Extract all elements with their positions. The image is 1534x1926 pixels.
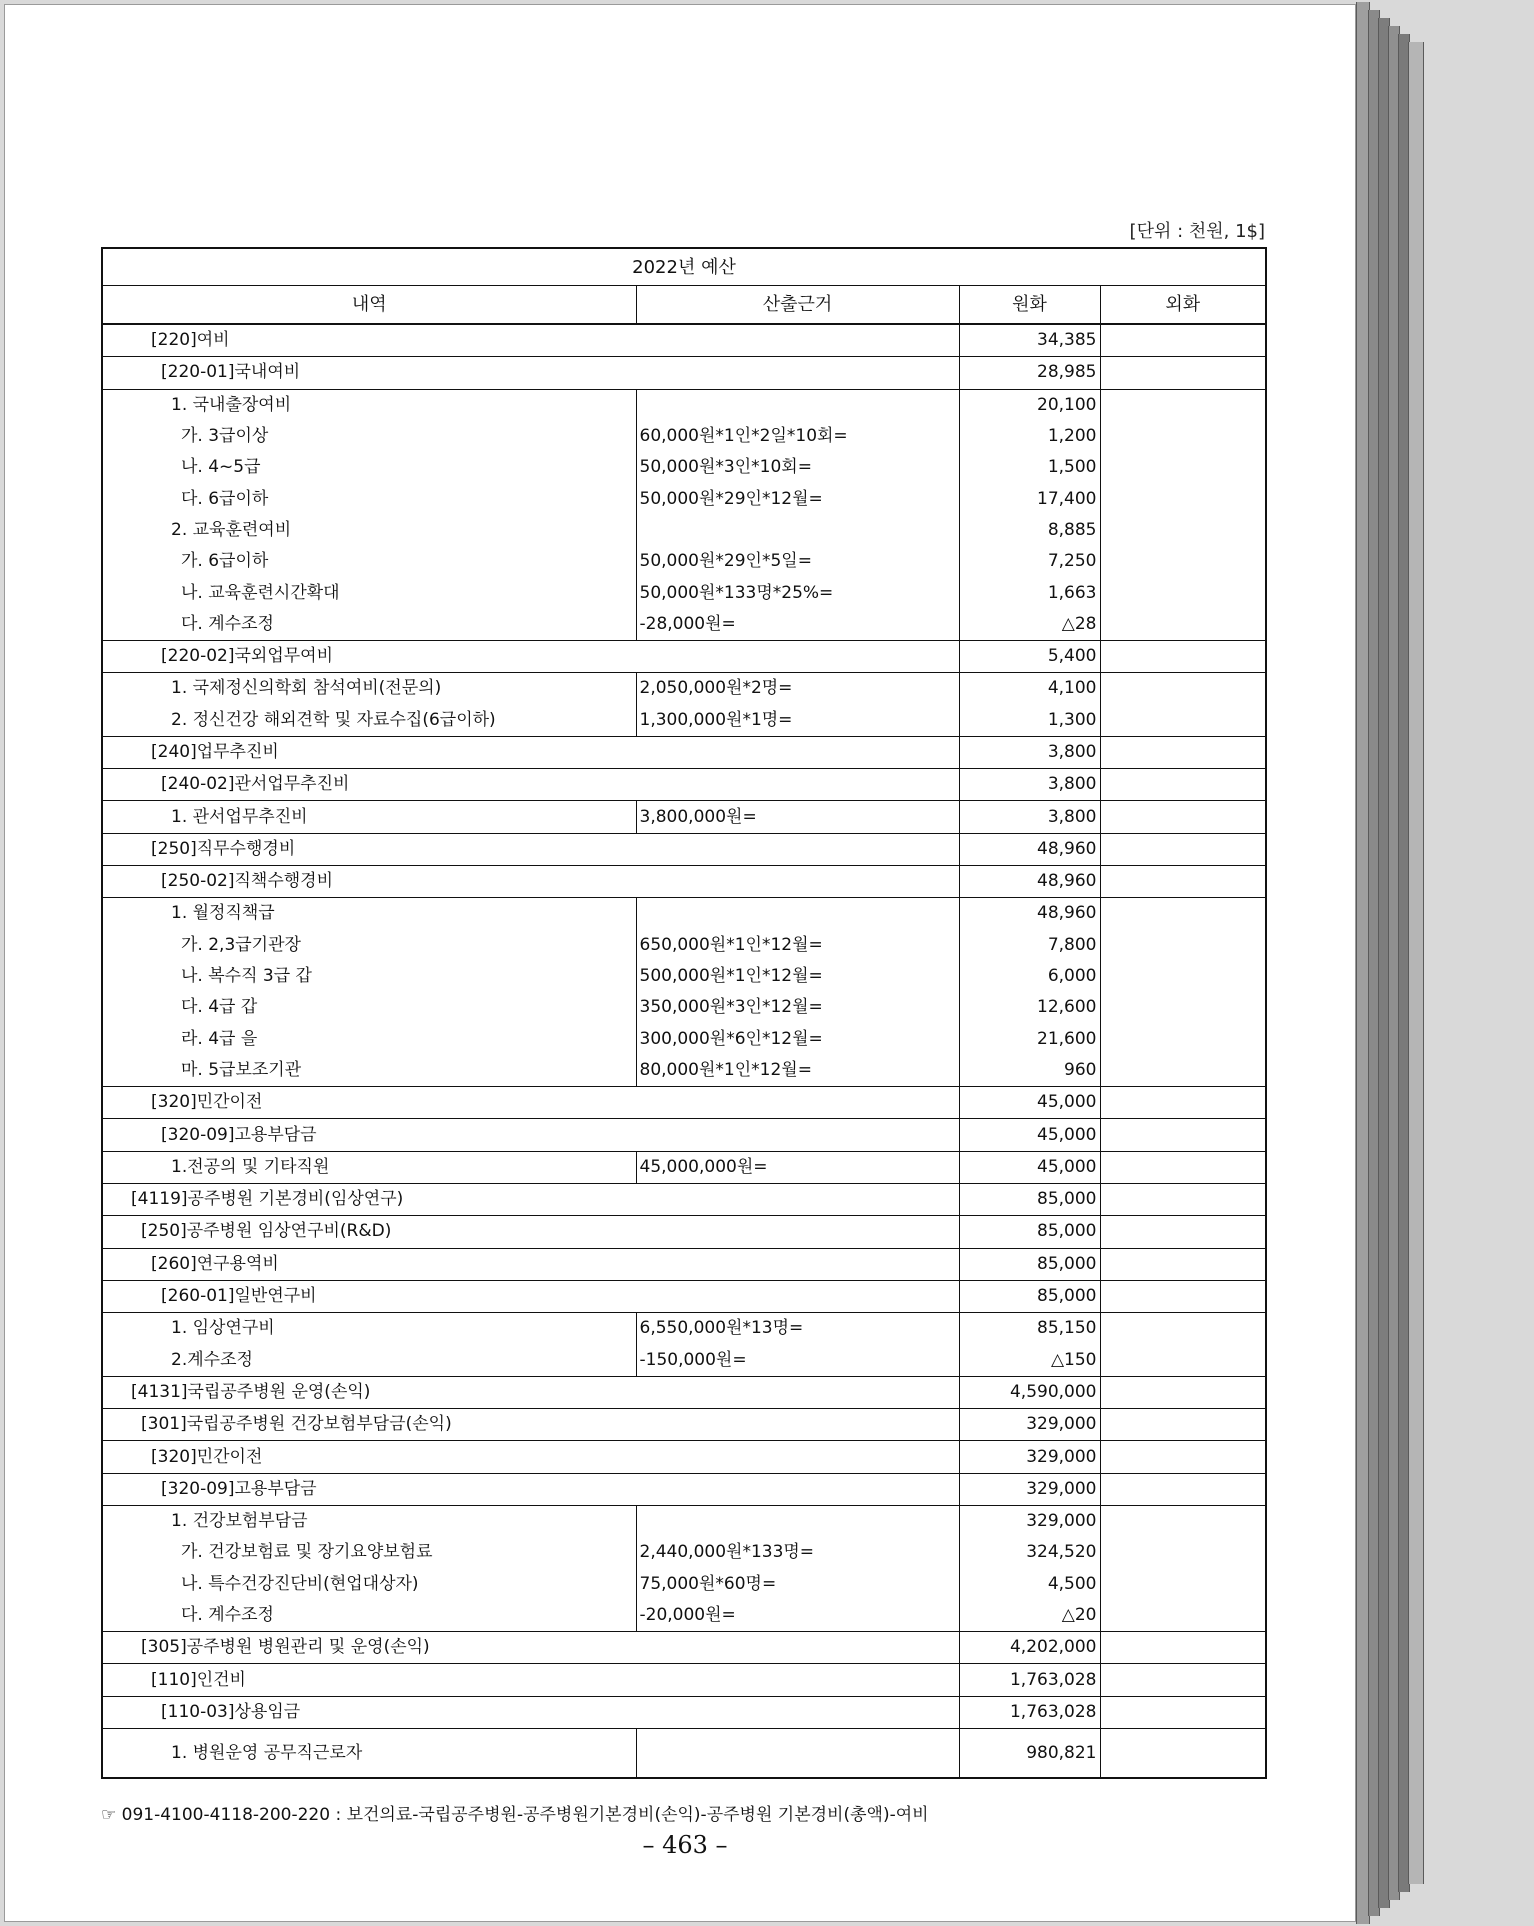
row-fx-amount — [1100, 1376, 1266, 1408]
document-page — [4, 4, 1356, 1922]
table-row — [102, 1184, 1266, 1216]
table-row — [102, 833, 1266, 865]
row-fx-amount — [1100, 483, 1266, 514]
row-krw-amount: 329,000 — [959, 1409, 1100, 1441]
table-row — [102, 1248, 1266, 1280]
row-krw-amount: 1,663 — [959, 577, 1100, 608]
row-label: [220-02]국외업무여비 — [102, 640, 959, 672]
row-basis: 650,000원*1인*12월= — [636, 930, 959, 961]
row-label: 가. 3급이상 — [102, 421, 636, 452]
row-label: 나. 교육훈련시간확대 — [102, 577, 636, 608]
row-fx-amount — [1100, 1055, 1266, 1087]
row-krw-amount: 4,100 — [959, 673, 1100, 705]
row-label: 가. 2,3급기관장 — [102, 930, 636, 961]
row-krw-amount: 324,520 — [959, 1537, 1100, 1568]
row-label: [320]민간이전 — [102, 1441, 959, 1473]
row-krw-amount: △150 — [959, 1345, 1100, 1377]
row-fx-amount — [1100, 961, 1266, 992]
row-label: 2.계수조정 — [102, 1345, 636, 1377]
row-krw-amount: 329,000 — [959, 1505, 1100, 1537]
table-row — [102, 1600, 1266, 1632]
row-basis — [636, 515, 959, 546]
row-basis: 50,000원*29인*5일= — [636, 546, 959, 577]
row-label: [240]업무추진비 — [102, 736, 959, 768]
row-fx-amount — [1100, 833, 1266, 865]
row-fx-amount — [1100, 640, 1266, 672]
row-krw-amount: 4,202,000 — [959, 1632, 1100, 1664]
row-fx-amount — [1100, 1151, 1266, 1183]
row-label: 다. 계수조정 — [102, 609, 636, 641]
row-fx-amount — [1100, 577, 1266, 608]
table-row — [102, 1569, 1266, 1600]
table-row — [102, 1055, 1266, 1087]
row-basis: 500,000원*1인*12월= — [636, 961, 959, 992]
row-label: 1. 건강보험부담금 — [102, 1505, 636, 1537]
table-row — [102, 1024, 1266, 1055]
row-krw-amount: 21,600 — [959, 1024, 1100, 1055]
header-basis: 산출근거 — [636, 286, 959, 325]
row-fx-amount — [1100, 1569, 1266, 1600]
table-row — [102, 483, 1266, 514]
row-label: 마. 5급보조기관 — [102, 1055, 636, 1087]
row-basis — [636, 898, 959, 930]
row-basis: -20,000원= — [636, 1600, 959, 1632]
row-basis — [636, 1729, 959, 1779]
table-row — [102, 1119, 1266, 1151]
row-fx-amount — [1100, 1409, 1266, 1441]
row-krw-amount: 45,000 — [959, 1087, 1100, 1119]
table-row — [102, 421, 1266, 452]
row-label: 나. 복수직 3급 갑 — [102, 961, 636, 992]
row-krw-amount: 85,150 — [959, 1313, 1100, 1345]
table-row — [102, 1087, 1266, 1119]
row-krw-amount: 20,100 — [959, 389, 1100, 421]
table-row — [102, 577, 1266, 608]
table-row — [102, 515, 1266, 546]
table-row — [102, 705, 1266, 737]
row-basis: -28,000원= — [636, 609, 959, 641]
row-fx-amount — [1100, 930, 1266, 961]
row-label: 라. 4급 을 — [102, 1024, 636, 1055]
row-label: 다. 계수조정 — [102, 1600, 636, 1632]
row-label: [110-03]상용임금 — [102, 1696, 959, 1728]
table-row — [102, 992, 1266, 1023]
row-krw-amount: 960 — [959, 1055, 1100, 1087]
row-fx-amount — [1100, 769, 1266, 801]
table-row — [102, 1696, 1266, 1728]
row-krw-amount: 28,985 — [959, 357, 1100, 389]
table-row — [102, 1409, 1266, 1441]
row-basis — [636, 389, 959, 421]
row-fx-amount — [1100, 1473, 1266, 1505]
row-fx-amount — [1100, 801, 1266, 833]
row-label: [110]인건비 — [102, 1664, 959, 1696]
row-krw-amount: 1,763,028 — [959, 1696, 1100, 1728]
row-krw-amount: 45,000 — [959, 1151, 1100, 1183]
table-row — [102, 1280, 1266, 1312]
row-fx-amount — [1100, 1184, 1266, 1216]
table-row — [102, 736, 1266, 768]
row-krw-amount: 48,960 — [959, 833, 1100, 865]
row-label: [250]직무수행경비 — [102, 833, 959, 865]
table-row — [102, 769, 1266, 801]
unit-label: [단위 : 천원, 1$] — [1129, 221, 1265, 242]
row-fx-amount — [1100, 1248, 1266, 1280]
row-label: [320-09]고용부담금 — [102, 1473, 959, 1505]
table-row — [102, 452, 1266, 483]
row-fx-amount — [1100, 1505, 1266, 1537]
table-row — [102, 1151, 1266, 1183]
row-basis: 50,000원*29인*12월= — [636, 483, 959, 514]
row-label: [260]연구용역비 — [102, 1248, 959, 1280]
row-fx-amount — [1100, 609, 1266, 641]
row-krw-amount: 329,000 — [959, 1473, 1100, 1505]
row-label: 1. 국제정신의학회 참석여비(전문의) — [102, 673, 636, 705]
row-fx-amount — [1100, 1119, 1266, 1151]
row-krw-amount: 1,763,028 — [959, 1664, 1100, 1696]
row-fx-amount — [1100, 357, 1266, 389]
row-basis — [636, 1505, 959, 1537]
table-row — [102, 1473, 1266, 1505]
table-row — [102, 546, 1266, 577]
row-krw-amount: 3,800 — [959, 801, 1100, 833]
row-label: [4119]공주병원 기본경비(임상연구) — [102, 1184, 959, 1216]
row-label: [320-09]고용부담금 — [102, 1119, 959, 1151]
row-krw-amount: 3,800 — [959, 769, 1100, 801]
row-basis: 80,000원*1인*12월= — [636, 1055, 959, 1087]
row-krw-amount: 1,200 — [959, 421, 1100, 452]
row-label: 가. 6급이하 — [102, 546, 636, 577]
row-label: 1. 관서업무추진비 — [102, 801, 636, 833]
row-label: [250-02]직책수행경비 — [102, 866, 959, 898]
row-fx-amount — [1100, 1537, 1266, 1568]
row-label: [240-02]관서업무추진비 — [102, 769, 959, 801]
table-row — [102, 357, 1266, 389]
row-krw-amount: 329,000 — [959, 1441, 1100, 1473]
row-fx-amount — [1100, 421, 1266, 452]
row-fx-amount — [1100, 898, 1266, 930]
row-fx-amount — [1100, 1087, 1266, 1119]
row-label: 1. 월정직책급 — [102, 898, 636, 930]
row-basis: 3,800,000원= — [636, 801, 959, 833]
row-krw-amount: △20 — [959, 1600, 1100, 1632]
row-krw-amount: 34,385 — [959, 324, 1100, 357]
row-krw-amount: 45,000 — [959, 1119, 1100, 1151]
row-krw-amount: 7,800 — [959, 930, 1100, 961]
row-krw-amount: 85,000 — [959, 1280, 1100, 1312]
budget-table-body — [102, 324, 1266, 1778]
table-row — [102, 898, 1266, 930]
row-basis: 6,550,000원*13명= — [636, 1313, 959, 1345]
row-label: [220-01]국내여비 — [102, 357, 959, 389]
row-label: [301]국립공주병원 건강보험부담금(손익) — [102, 1409, 959, 1441]
table-row — [102, 930, 1266, 961]
table-row — [102, 324, 1266, 357]
row-label: 2. 교육훈련여비 — [102, 515, 636, 546]
table-row — [102, 673, 1266, 705]
row-fx-amount — [1100, 1345, 1266, 1377]
row-label: 2. 정신건강 해외견학 및 자료수집(6급이하) — [102, 705, 636, 737]
row-fx-amount — [1100, 1216, 1266, 1248]
row-basis: 2,440,000원*133명= — [636, 1537, 959, 1568]
row-label: 1. 국내출장여비 — [102, 389, 636, 421]
row-krw-amount: 6,000 — [959, 961, 1100, 992]
row-krw-amount: 980,821 — [959, 1729, 1100, 1779]
row-basis: 45,000,000원= — [636, 1151, 959, 1183]
row-label: [220]여비 — [102, 324, 959, 357]
row-label: [250]공주병원 임상연구비(R&D) — [102, 1216, 959, 1248]
row-label: 가. 건강보험료 및 장기요양보험료 — [102, 1537, 636, 1568]
footnote: ☞ 091-4100-4118-200-220 : 보건의료-국립공주병원-공주병원기본경비(손익)-공주병원 기본경비(총액)-여비 — [101, 1805, 929, 1825]
row-label: [305]공주병원 병원관리 및 운영(손익) — [102, 1632, 959, 1664]
row-fx-amount — [1100, 705, 1266, 737]
row-krw-amount: 5,400 — [959, 640, 1100, 672]
row-label: 다. 4급 갑 — [102, 992, 636, 1023]
table-row — [102, 609, 1266, 641]
row-fx-amount — [1100, 992, 1266, 1023]
table-row — [102, 389, 1266, 421]
row-label: 다. 6급이하 — [102, 483, 636, 514]
page-number: – 463 – — [642, 1831, 728, 1859]
row-fx-amount — [1100, 1696, 1266, 1728]
row-krw-amount: 4,500 — [959, 1569, 1100, 1600]
row-fx-amount — [1100, 1313, 1266, 1345]
table-row — [102, 1216, 1266, 1248]
page-stack-edge — [1408, 42, 1424, 1884]
row-krw-amount: 1,300 — [959, 705, 1100, 737]
row-label: 1.전공의 및 기타직원 — [102, 1151, 636, 1183]
row-krw-amount: 48,960 — [959, 866, 1100, 898]
row-basis: 50,000원*133명*25%= — [636, 577, 959, 608]
row-krw-amount: 85,000 — [959, 1184, 1100, 1216]
table-row — [102, 1441, 1266, 1473]
header-krw: 원화 — [959, 286, 1100, 325]
row-label: 1. 병원운영 공무직근로자 — [102, 1729, 636, 1779]
row-basis: 1,300,000원*1명= — [636, 705, 959, 737]
row-fx-amount — [1100, 673, 1266, 705]
row-label: [260-01]일반연구비 — [102, 1280, 959, 1312]
table-row — [102, 866, 1266, 898]
row-basis: -150,000원= — [636, 1345, 959, 1377]
row-label: 1. 임상연구비 — [102, 1313, 636, 1345]
table-row — [102, 1664, 1266, 1696]
row-krw-amount: 12,600 — [959, 992, 1100, 1023]
table-row — [102, 1345, 1266, 1377]
row-fx-amount — [1100, 1024, 1266, 1055]
row-krw-amount: 85,000 — [959, 1248, 1100, 1280]
row-fx-amount — [1100, 452, 1266, 483]
table-row — [102, 1505, 1266, 1537]
table-row — [102, 961, 1266, 992]
row-krw-amount: 17,400 — [959, 483, 1100, 514]
table-row — [102, 640, 1266, 672]
table-row — [102, 1376, 1266, 1408]
row-fx-amount — [1100, 866, 1266, 898]
row-basis: 75,000원*60명= — [636, 1569, 959, 1600]
row-fx-amount — [1100, 736, 1266, 768]
header-item: 내역 — [102, 286, 636, 325]
row-krw-amount: 3,800 — [959, 736, 1100, 768]
row-fx-amount — [1100, 389, 1266, 421]
row-basis: 2,050,000원*2명= — [636, 673, 959, 705]
table-row — [102, 1632, 1266, 1664]
row-basis: 50,000원*3인*10회= — [636, 452, 959, 483]
row-krw-amount: 4,590,000 — [959, 1376, 1100, 1408]
header-fx: 외화 — [1100, 286, 1266, 325]
table-row — [102, 801, 1266, 833]
table-row — [102, 1729, 1266, 1779]
row-fx-amount — [1100, 324, 1266, 357]
row-basis: 60,000원*1인*2일*10회= — [636, 421, 959, 452]
row-fx-amount — [1100, 1280, 1266, 1312]
row-fx-amount — [1100, 546, 1266, 577]
row-fx-amount — [1100, 1441, 1266, 1473]
row-fx-amount — [1100, 1664, 1266, 1696]
row-fx-amount — [1100, 1729, 1266, 1779]
row-fx-amount — [1100, 1600, 1266, 1632]
row-krw-amount: 85,000 — [959, 1216, 1100, 1248]
row-fx-amount — [1100, 515, 1266, 546]
row-fx-amount — [1100, 1632, 1266, 1664]
table-row — [102, 1537, 1266, 1568]
row-basis: 300,000원*6인*12월= — [636, 1024, 959, 1055]
row-label: 나. 4~5급 — [102, 452, 636, 483]
row-label: [320]민간이전 — [102, 1087, 959, 1119]
row-label: [4131]국립공주병원 운영(손익) — [102, 1376, 959, 1408]
table-row — [102, 1313, 1266, 1345]
row-krw-amount: △28 — [959, 609, 1100, 641]
table-title: 2022년 예산 — [102, 248, 1266, 286]
row-label: 나. 특수건강진단비(현업대상자) — [102, 1569, 636, 1600]
row-krw-amount: 8,885 — [959, 515, 1100, 546]
row-krw-amount: 1,500 — [959, 452, 1100, 483]
row-krw-amount: 48,960 — [959, 898, 1100, 930]
row-basis: 350,000원*3인*12월= — [636, 992, 959, 1023]
row-krw-amount: 7,250 — [959, 546, 1100, 577]
budget-table — [101, 247, 1267, 1779]
